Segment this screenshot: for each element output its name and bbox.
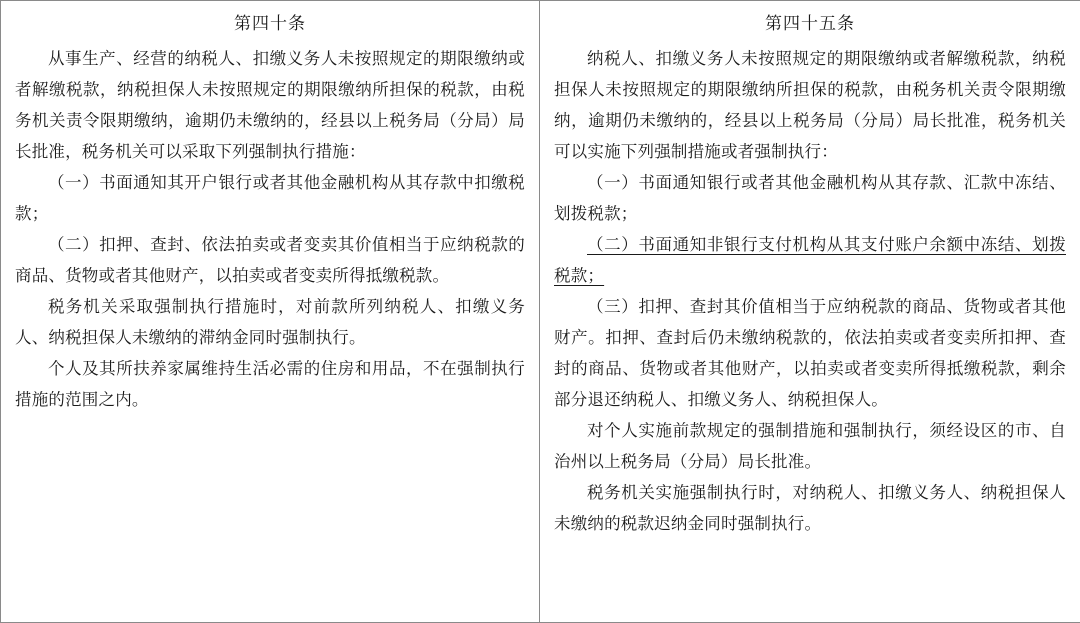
left-article-title: 第四十条 <box>234 14 306 34</box>
right-paragraph-2: （一）书面通知银行或者其他金融机构从其存款、汇款中冻结、划拨税款； <box>554 173 1066 223</box>
left-paragraph-3: （二）扣押、查封、依法拍卖或者变卖其价值相当于应纳税款的商品、货物或者其他财产，以拍卖或者变卖所得抵缴税款。 <box>15 235 525 285</box>
right-paragraph-6: 税务机关实施强制执行时，对纳税人、扣缴义务人、纳税担保人未缴纳的税款迟纳金同时强制执行。 <box>554 483 1066 533</box>
right-paragraph-5: 对个人实施前款规定的强制措施和强制执行，须经设区的市、自治州以上税务局（分局）局长批准。 <box>554 421 1066 471</box>
left-paragraph-2: （一）书面通知其开户银行或者其他金融机构从其存款中扣缴税款； <box>15 173 525 223</box>
right-paragraph-3: （二）书面通知非银行支付机构从其支付账户余额中冻结、划拨税款； <box>554 235 1066 285</box>
left-paragraph-5: 个人及其所扶养家属维持生活必需的住房和用品，不在强制执行措施的范围之内。 <box>15 359 525 409</box>
right-paragraph-4: （三）扣押、查封其价值相当于应纳税款的商品、货物或者其他财产。扣押、查封后仍未缴纳税款的，依法拍卖或者变卖所扣押、查封的商品、货物或者其他财产，以拍卖或者变卖所得抵缴税款，剩余部分退还纳税人、扣缴义务人、纳税担保人。 <box>554 297 1066 409</box>
left-paragraph-1: 从事生产、经营的纳税人、扣缴义务人未按照规定的期限缴纳或者解缴税款，纳税担保人未按照规定的期限缴纳所担保的税款，由税务机关责令限期缴纳，逾期仍未缴纳的，经县以上税务局（分局）局长批准，税务机关可以采取下列强制执行措施： <box>15 49 525 161</box>
left-column <box>0 1 540 622</box>
right-column <box>540 1 1080 622</box>
left-paragraph-4: 税务机关采取强制执行措施时，对前款所列纳税人、扣缴义务人、纳税担保人未缴纳的滞纳金同时强制执行。 <box>15 297 525 347</box>
right-paragraph-1: 纳税人、扣缴义务人未按照规定的期限缴纳或者解缴税款，纳税担保人未按照规定的期限缴纳所担保的税款，由税务机关责令限期缴纳，逾期仍未缴纳的，经县以上税务局（分局）局长批准，税务机关可以实施下列强制措施或者强制执行： <box>554 49 1066 161</box>
right-article-title: 第四十五条 <box>765 14 855 34</box>
